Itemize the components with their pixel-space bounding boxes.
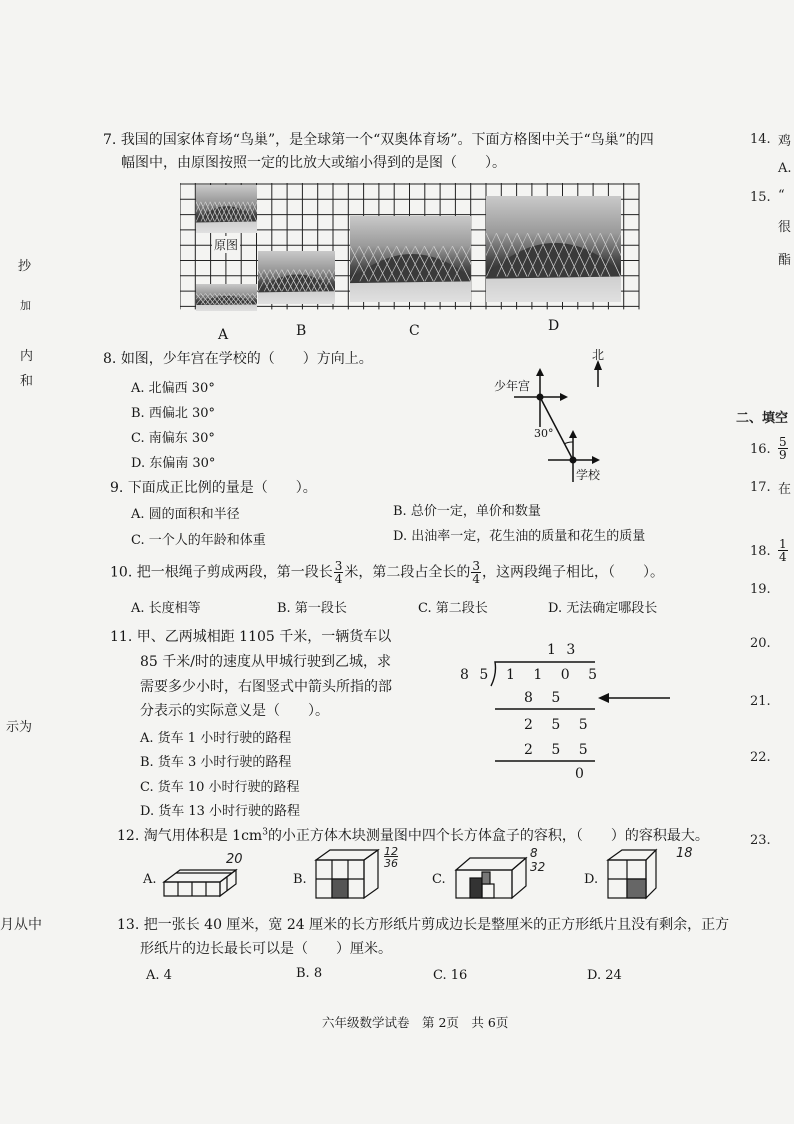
- q9-option-b: B. 总价一定，单价和数量: [393, 504, 541, 519]
- q8-option-d: D. 东偏南 30°: [131, 456, 216, 471]
- question-13: [117, 914, 729, 934]
- q13-option-b: B. 8: [296, 966, 323, 981]
- right-margin-fraction: [778, 436, 788, 461]
- left-margin-fragment: 抄: [18, 259, 32, 274]
- left-margin-fragment: 内: [20, 349, 34, 364]
- right-margin-fragment: 23.: [750, 833, 771, 848]
- fraction-denominator: 4: [334, 572, 343, 586]
- handwritten-number: 12: [384, 845, 398, 858]
- question-text: 甲、乙两城相距 1105 千米，一辆货车以: [136, 629, 392, 645]
- fraction-three-quarters-total: [471, 560, 481, 585]
- q11-option-c: C. 货车 10 小时行驶的路程: [140, 780, 300, 795]
- fraction-numerator: 3: [334, 559, 343, 573]
- right-margin-fragment: 20.: [750, 636, 771, 651]
- question-text: 把一根绳子剪成两段，第一段长: [136, 564, 333, 581]
- left-margin-fragment: 和: [20, 374, 34, 389]
- q12-option-c: C.: [432, 872, 446, 887]
- q12-option-d: D.: [584, 872, 599, 887]
- q13-option-d: D. 24: [587, 968, 622, 983]
- q9-option-a: A. 圆的面积和半径: [131, 507, 240, 522]
- right-margin-fragment: 22.: [750, 750, 771, 765]
- question-text: 淘气用体积是 1cm: [143, 828, 263, 844]
- bird-nest-photo-a: [196, 284, 257, 311]
- question-number: 12.: [117, 828, 140, 844]
- fraction-numerator: 5: [779, 435, 787, 449]
- q8-option-a: A. 北偏西 30°: [131, 381, 215, 396]
- right-margin-fragment: 鸡: [778, 134, 792, 149]
- handwritten-note: [530, 846, 545, 874]
- q9-option-c: C. 一个人的年龄和体重: [131, 533, 266, 548]
- bird-nest-photo-b: [258, 251, 335, 304]
- left-margin-fragment: 月从中: [0, 917, 42, 933]
- question-number: 11.: [110, 629, 133, 645]
- right-margin-fragment: “: [778, 188, 785, 203]
- right-margin-fragment: 16.: [750, 442, 771, 457]
- fraction-numerator: 1: [779, 537, 787, 551]
- option-c-label: C: [409, 323, 420, 339]
- box-d-drawing: [604, 846, 664, 900]
- q11-option-b: B. 货车 3 小时行驶的路程: [140, 755, 292, 770]
- q12-option-a: A.: [143, 872, 157, 887]
- question-9: [110, 477, 317, 497]
- q10-option-d: D. 无法确定哪段长: [548, 601, 658, 616]
- q13-option-c: C. 16: [433, 968, 468, 983]
- q10-option-b: B. 第一段长: [277, 601, 347, 616]
- north-label: 北: [592, 348, 605, 362]
- school-label: 学校: [576, 468, 601, 482]
- question-11: [110, 626, 391, 646]
- direction-diagram: [490, 342, 630, 482]
- right-margin-fragment: 15.: [750, 190, 771, 205]
- question-text: 的小正方体木块测量图中四个长方体盒子的容积，（ ）的容积最大。: [267, 828, 709, 844]
- question-number: 10.: [110, 564, 133, 581]
- angle-label: 30°: [534, 427, 554, 440]
- division-step-1: 8 5: [524, 690, 568, 706]
- right-margin-fragment: 很: [778, 220, 792, 235]
- page-footer: 六年级数学试卷 第 2页 共 6页: [322, 1015, 509, 1030]
- fraction-denominator: 4: [779, 550, 787, 564]
- question-7-line2: 幅图中，由原图按照一定的比放大或缩小得到的是图（ ）。: [121, 155, 506, 171]
- fraction-numerator: 3: [472, 559, 480, 573]
- right-margin-fragment: 21.: [750, 694, 771, 709]
- right-margin-fraction: [778, 538, 788, 563]
- right-margin-fragment: 酯: [778, 253, 792, 268]
- q11-option-d: D. 货车 13 小时行驶的路程: [140, 804, 301, 819]
- handwritten-number: 36: [384, 857, 398, 870]
- question-number: 7.: [103, 132, 117, 148]
- question-number: 13.: [117, 917, 140, 933]
- right-margin-section: 二、填空: [736, 411, 789, 426]
- q10-option-a: A. 长度相等: [131, 601, 201, 616]
- left-margin-fragment: 加: [20, 299, 31, 312]
- handwritten-note: 18: [676, 846, 693, 861]
- right-margin-fragment: A.: [778, 161, 792, 176]
- bird-nest-photo-c: [350, 216, 471, 302]
- question-text: 米，第二段占全长的: [344, 564, 471, 581]
- division-divisor: 8 5: [460, 667, 492, 683]
- option-b-label: B: [296, 323, 307, 339]
- question-8: [103, 348, 373, 368]
- right-margin-fragment: 18.: [750, 544, 771, 559]
- q9-option-d: D. 出油率一定，花生油的质量和花生的质量: [393, 529, 646, 544]
- box-b-drawing: [312, 846, 384, 900]
- question-11-line: 分表示的实际意义是（ ）。: [140, 703, 329, 719]
- question-text: 下面成正比例的量是（ ）。: [127, 480, 317, 496]
- q12-option-b: B.: [293, 872, 307, 887]
- fraction-denominator: 4: [472, 572, 480, 586]
- question-number: 8.: [103, 351, 117, 367]
- q11-option-a: A. 货车 1 小时行驶的路程: [140, 731, 292, 746]
- fraction-three-quarters-meter: [334, 560, 344, 585]
- question-11-line: 85 千米/时的速度从甲城行驶到乙城，求: [140, 654, 391, 670]
- handwritten-number: 8: [530, 846, 538, 860]
- right-margin-fragment: 19.: [750, 582, 771, 597]
- question-10: [110, 560, 664, 585]
- bird-nest-photo-original: [196, 185, 257, 233]
- q13-option-a: A. 4: [146, 968, 172, 983]
- question-11-line: 需要多少小时，右图竖式中箭头所指的部: [140, 679, 392, 695]
- q8-option-b: B. 西偏北 30°: [131, 406, 215, 421]
- right-margin-fragment: 17.: [750, 480, 771, 495]
- right-margin-fragment: 在: [778, 482, 792, 497]
- box-c-drawing: [452, 854, 532, 900]
- division-remainder: 0: [575, 766, 584, 782]
- bird-nest-photo-d: [486, 196, 621, 302]
- left-margin-fragment: 示为: [6, 720, 33, 735]
- question-7: [103, 129, 654, 149]
- right-margin-fragment: 14.: [750, 132, 771, 147]
- division-step-2: 2 5 5: [524, 717, 595, 733]
- option-d-label: D: [548, 318, 560, 334]
- question-12: [117, 825, 709, 845]
- handwritten-note: [384, 846, 398, 870]
- division-dividend: 1 1 0 5: [506, 667, 604, 683]
- question-text: ，这两段绳子相比，（ ）。: [482, 564, 664, 581]
- q10-option-c: C. 第二段长: [418, 601, 488, 616]
- handwritten-note: 20: [226, 852, 243, 867]
- q8-option-c: C. 南偏东 30°: [131, 431, 215, 446]
- fraction-denominator: 9: [779, 448, 787, 462]
- division-quotient: 1 3: [547, 642, 579, 658]
- question-13-line2: 形纸片的边长最长可以是（ ）厘米。: [140, 941, 392, 957]
- handwritten-number: 32: [530, 860, 546, 874]
- question-text: 如图，少年宫在学校的（ ）方向上。: [120, 351, 373, 367]
- palace-label: 少年宫: [494, 379, 531, 393]
- superscript: 3: [262, 827, 268, 838]
- question-text: 把一张长 40 厘米，宽 24 厘米的长方形纸片剪成边长是整厘米的正方形纸片且没有剩余，正方: [143, 917, 730, 933]
- division-step-3: 2 5 5: [524, 742, 595, 758]
- question-text: 我国的国家体育场“鸟巢”，是全球第一个“双奥体育场”。下面方格图中关于“鸟巢”的四: [120, 132, 654, 148]
- question-number: 9.: [110, 480, 124, 496]
- option-a-label: A: [218, 327, 229, 343]
- original-label: 原图: [214, 238, 239, 252]
